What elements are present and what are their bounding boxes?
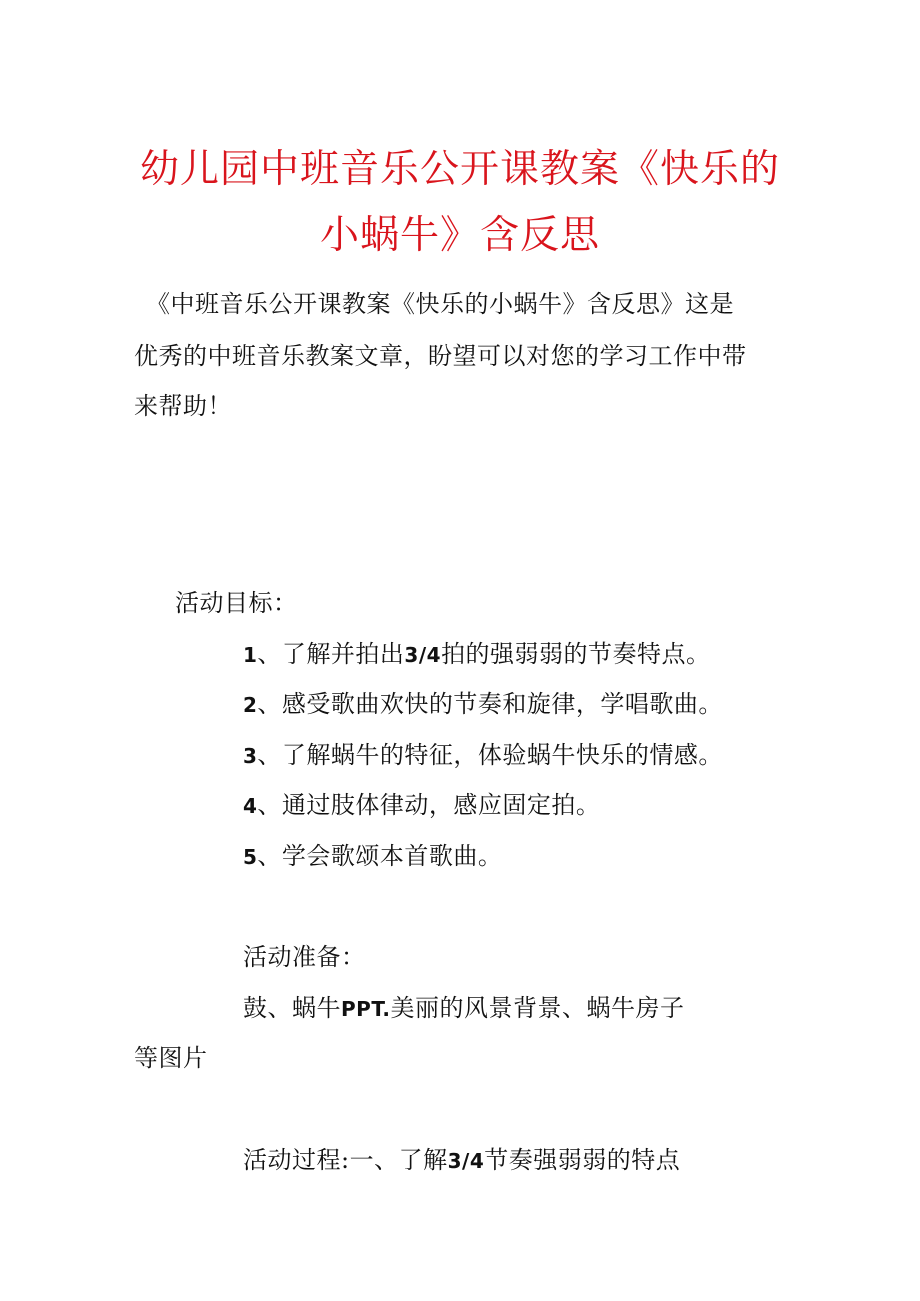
title-line-1: 幼儿园中班音乐公开课教案《快乐的 <box>139 147 780 192</box>
goal-text: 、了解并拍出 <box>257 640 405 668</box>
goal-text: 、感受歌曲欢快的节奏和旋律，学唱歌曲。 <box>257 690 723 718</box>
goal-item-5 <box>243 841 502 872</box>
goals-heading: 活动目标： <box>175 589 298 617</box>
goal-item-3 <box>243 740 723 771</box>
prep-line-1 <box>243 993 685 1024</box>
intro-line-1: 《中班音乐公开课教案《快乐的小蜗牛》含反思》这是 <box>146 290 734 318</box>
intro-line-2: 优秀的中班音乐教案文章，盼望可以对您的学习工作中带 <box>134 342 747 370</box>
goal-item-1 <box>243 639 711 670</box>
goal-text-tail: 拍的强弱弱的节奏特点。 <box>441 640 711 668</box>
goal-number: 1 <box>243 643 258 667</box>
prep-text-tail: 美丽的风景背景、蜗牛房子 <box>390 994 685 1022</box>
prep-line-2: 等图片 <box>134 1044 208 1072</box>
goal-item-2 <box>243 689 723 720</box>
goal-number: 5 <box>243 845 258 869</box>
goal-item-4 <box>243 790 600 821</box>
goal-text-bold: 3/4 <box>404 643 442 667</box>
goal-number: 4 <box>243 794 258 818</box>
process-line <box>243 1145 680 1176</box>
process-text: 活动过程:一、了解 <box>243 1146 448 1174</box>
goal-number: 2 <box>243 693 258 717</box>
process-text-tail: 节奏强弱弱的特点 <box>484 1146 681 1174</box>
goal-text: 、通过肢体律动，感应固定拍。 <box>257 791 601 819</box>
intro-line-3: 来帮助！ <box>134 392 232 420</box>
prep-text-bold: PPT. <box>341 997 391 1021</box>
process-text-bold: 3/4 <box>447 1149 485 1173</box>
prep-text: 鼓、蜗牛 <box>243 994 341 1022</box>
goal-text: 、学会歌颂本首歌曲。 <box>257 842 503 870</box>
prep-heading: 活动准备： <box>243 943 366 971</box>
goal-text: 、了解蜗牛的特征，体验蜗牛快乐的情感。 <box>257 741 723 769</box>
goal-number: 3 <box>243 744 258 768</box>
title-line-2: 小蜗牛》含反思 <box>319 213 600 258</box>
